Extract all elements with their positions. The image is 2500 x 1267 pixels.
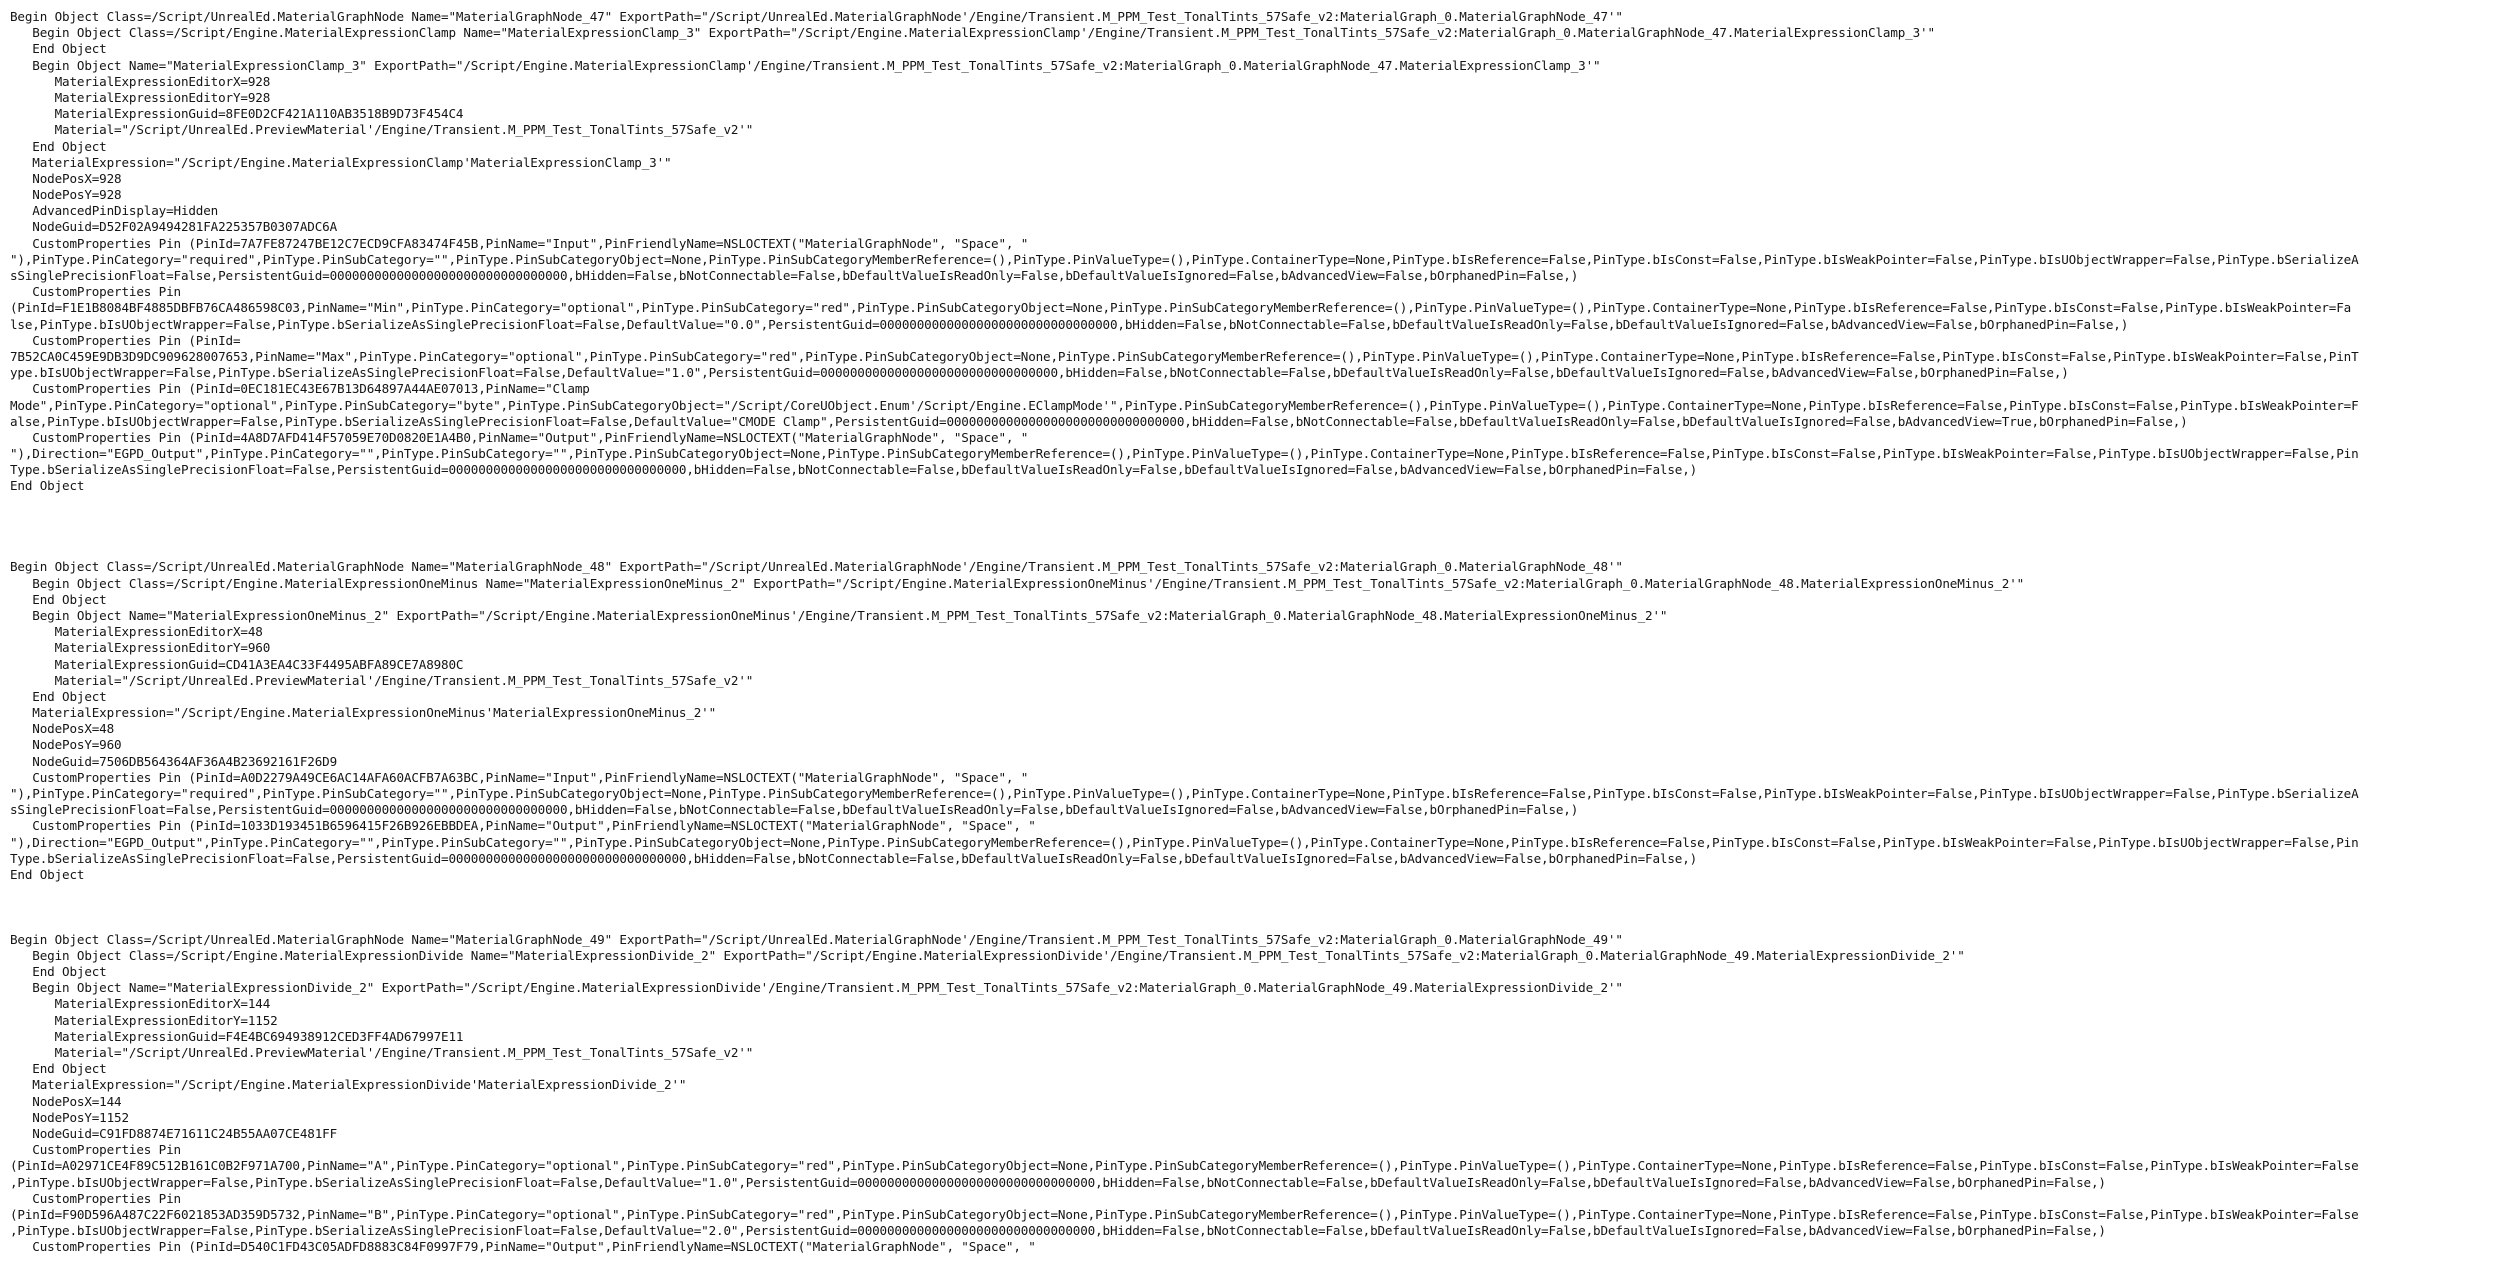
text-line: NodePosX=48	[10, 721, 115, 737]
text-line: CustomProperties Pin (PinId=1033D193451B6596415F26B926EBBDEA,PinName="Output",PinFriendlyName=NSLOCTEXT("MaterialGraphNode", "Space", "	[10, 818, 1036, 834]
document-text	[10, 9, 2500, 1255]
text-line: "),PinType.PinCategory="required",PinType.PinSubCategory="",PinType.PinSubCategoryObject=None,PinType.PinSubCategoryMemberReference=(),PinType.PinValueType=(),PinType.ContainerType=None,PinType.bIsReference=False,PinType.bIsConst=False,PinType.bIsWeakPointer=False,PinType.bIsUObjectWrapper=False,PinType.bSerializeA	[10, 251, 2359, 267]
text-line: MaterialExpressionGuid=CD41A3EA4C33F4495ABFA89CE7A8980C	[10, 656, 464, 672]
blank-line	[10, 883, 2500, 899]
blank-line	[10, 495, 2500, 511]
text-line: CustomProperties Pin (PinId=	[10, 332, 241, 348]
text-line: ,PinType.bIsUObjectWrapper=False,PinType.bSerializeAsSinglePrecisionFloat=False,DefaultValue="1.0",PersistentGuid=00000000000000000000000000000000,bHidden=False,bNotConnectable=False,bDefaultValueIsReadOnly=False,bDefaultValueIsIgnored=False,bAdvancedView=False,bOrphanedPin=False,)	[10, 1174, 2106, 1190]
text-line: Material="/Script/UnrealEd.PreviewMaterial'/Engine/Transient.M_PPM_Test_TonalTints_57Safe_v2'"	[10, 672, 754, 688]
text-line: MaterialExpressionEditorX=928	[10, 73, 271, 89]
text-line: alse,PinType.bIsUObjectWrapper=False,PinType.bSerializeAsSinglePrecisionFloat=False,DefaultValue="CMODE Clamp",PersistentGuid=00000000000000000000000000000000,bHidden=False,bNotConnectable=False,bDefaultValueIsReadOnly=False,bDefaultValueIsIgnored=False,bAdvancedView=True,bOrphanedPin=False,)	[10, 413, 2188, 429]
text-line: MaterialExpressionEditorX=144	[10, 996, 271, 1012]
text-line: End Object	[10, 688, 107, 704]
text-line: Material="/Script/UnrealEd.PreviewMaterial'/Engine/Transient.M_PPM_Test_TonalTints_57Safe_v2'"	[10, 1045, 754, 1060]
text-line: CustomProperties Pin	[10, 1142, 181, 1158]
text-line: MaterialExpressionEditorX=48	[10, 624, 263, 640]
text-line: "),Direction="EGPD_Output",PinType.PinCategory="",PinType.PinSubCategory="",PinType.PinSubCategoryObject=None,PinType.PinSubCategoryMemberReference=(),PinType.PinValueType=(),PinType.ContainerType=None,PinType.bIsReference=False,PinType.bIsConst=False,PinType.bIsWeakPointer=False,PinType.bIsUObjectWrapper=False,Pin	[10, 834, 2359, 850]
text-line: MaterialExpressionEditorY=960	[10, 640, 271, 656]
blank-line	[10, 543, 2500, 559]
text-line: End Object	[10, 478, 85, 494]
text-line: CustomProperties Pin (PinId=0EC181EC43E67B13D64897A44AE07013,PinName="Clamp	[10, 381, 590, 397]
text-line: MaterialExpressionEditorY=1152	[10, 1012, 278, 1028]
text-line: End Object	[10, 138, 107, 154]
blank-line	[10, 899, 2500, 915]
text-line: NodePosY=928	[10, 187, 122, 203]
text-line: Begin Object Class=/Script/Engine.MaterialExpressionDivide Name="MaterialExpressionDivide_2" ExportPath="/Script/Engine.MaterialExpressionDivide'/Engine/Transient.M_PPM_Test_TonalTints_57Safe_v2:MaterialGraph_0.MaterialGraphNode_49.MaterialExpressionDivide_2'"	[10, 947, 1965, 963]
text-line: Begin Object Name="MaterialExpressionDivide_2" ExportPath="/Script/Engine.MaterialExpressionDivide'/Engine/Transient.M_PPM_Test_TonalTints_57Safe_v2:MaterialGraph_0.MaterialGraphNode_49.MaterialExpressionDivide_2'"	[10, 980, 1623, 996]
text-line: (PinId=F90D596A487C22F6021853AD359D5732,PinName="B",PinType.PinCategory="optional",PinType.PinSubCategory="red",PinType.PinSubCategoryObject=None,PinType.PinSubCategoryMemberReference=(),PinType.PinValueType=(),PinType.ContainerType=None,PinType.bIsReference=False,PinType.bIsConst=False,PinType.bIsWeakPointer=False	[10, 1206, 2359, 1222]
text-line: CustomProperties Pin (PinId=A0D2279A49CE6AC14AFA60ACFB7A63BC,PinName="Input",PinFriendlyName=NSLOCTEXT("MaterialGraphNode", "Space", "	[10, 769, 1029, 785]
text-line: End Object	[10, 41, 107, 57]
text-line: AdvancedPinDisplay=Hidden	[10, 203, 219, 219]
text-line: End Object	[10, 964, 107, 980]
text-line: NodeGuid=D52F02A9494281FA225357B0307ADC6A	[10, 219, 338, 235]
text-line: ,PinType.bIsUObjectWrapper=False,PinType.bSerializeAsSinglePrecisionFloat=False,DefaultValue="2.0",PersistentGuid=00000000000000000000000000000000,bHidden=False,bNotConnectable=False,bDefaultValueIsReadOnly=False,bDefaultValueIsIgnored=False,bAdvancedView=False,bOrphanedPin=False,)	[10, 1223, 2106, 1239]
text-line: NodePosY=1152	[10, 1109, 129, 1125]
text-line: End Object	[10, 591, 107, 607]
text-line: MaterialExpressionGuid=F4E4BC694938912CED3FF4AD67997E11	[10, 1028, 464, 1044]
text-line: sSinglePrecisionFloat=False,PersistentGuid=00000000000000000000000000000000,bHidden=False,bNotConnectable=False,bDefaultValueIsReadOnly=False,bDefaultValueIsIgnored=False,bAdvancedView=False,bOrphanedPin=False,)	[10, 802, 1579, 818]
text-line: NodeGuid=C91FD8874E71611C24B55AA07CE481FF	[10, 1125, 338, 1141]
blank-line	[10, 527, 2500, 543]
text-line: lse,PinType.bIsUObjectWrapper=False,PinType.bSerializeAsSinglePrecisionFloat=False,DefaultValue="0.0",PersistentGuid=00000000000000000000000000000000,bHidden=False,bNotConnectable=False,bDefaultValueIsReadOnly=False,bDefaultValueIsIgnored=False,bAdvancedView=False,bOrphanedPin=False,)	[10, 316, 2129, 332]
text-line: Type.bSerializeAsSinglePrecisionFloat=False,PersistentGuid=00000000000000000000000000000000,bHidden=False,bNotConnectable=False,bDefaultValueIsReadOnly=False,bDefaultValueIsIgnored=False,bAdvancedView=False,bOrphanedPin=False,)	[10, 462, 1698, 478]
text-line: End Object	[10, 866, 85, 882]
text-line: MaterialExpression="/Script/Engine.MaterialExpressionOneMinus'MaterialExpressionOneMinus_2'"	[10, 705, 717, 721]
text-line: NodeGuid=7506DB564364AF36A4B23692161F26D9	[10, 753, 338, 769]
text-line: CustomProperties Pin (PinId=D540C1FD43C05ADFD8883C84F0997F79,PinName="Output",PinFriendlyName=NSLOCTEXT("MaterialGraphNode", "Space", "	[10, 1239, 1036, 1255]
text-line: ype.bIsUObjectWrapper=False,PinType.bSerializeAsSinglePrecisionFloat=False,DefaultValue="1.0",PersistentGuid=00000000000000000000000000000000,bHidden=False,bNotConnectable=False,bDefaultValueIsReadOnly=False,bDefaultValueIsIgnored=False,bAdvancedView=False,bOrphanedPin=False,)	[10, 365, 2069, 381]
text-line: MaterialExpressionEditorY=928	[10, 89, 271, 105]
text-line: CustomProperties Pin (PinId=7A7FE87247BE12C7ECD9CFA83474F45B,PinName="Input",PinFriendlyName=NSLOCTEXT("MaterialGraphNode", "Space", "	[10, 235, 1029, 251]
text-line: End Object	[10, 1061, 107, 1077]
text-line: Material="/Script/UnrealEd.PreviewMaterial'/Engine/Transient.M_PPM_Test_TonalTints_57Safe_v2'"	[10, 122, 754, 138]
text-line: NodePosX=928	[10, 170, 122, 186]
text-line: "),Direction="EGPD_Output",PinType.PinCategory="",PinType.PinSubCategory="",PinType.PinSubCategoryObject=None,PinType.PinSubCategoryMemberReference=(),PinType.PinValueType=(),PinType.ContainerType=None,PinType.bIsReference=False,PinType.bIsConst=False,PinType.bIsWeakPointer=False,PinType.bIsUObjectWrapper=False,Pin	[10, 446, 2359, 462]
text-line: 7B52CA0C459E9DB3D9DC909628007653,PinName="Max",PinType.PinCategory="optional",PinType.PinSubCategory="red",PinType.PinSubCategoryObject=None,PinType.PinSubCategoryMemberReference=(),PinType.PinValueType=(),PinType.ContainerType=None,PinType.bIsReference=False,PinType.bIsConst=False,PinType.bIsWeakPointer=False,PinT	[10, 348, 2359, 364]
blank-line	[10, 511, 2500, 527]
text-line: NodePosY=960	[10, 737, 122, 753]
text-line: CustomProperties Pin (PinId=4A8D7AFD414F57059E70D0820E1A4B0,PinName="Output",PinFriendlyName=NSLOCTEXT("MaterialGraphNode", "Space", "	[10, 429, 1029, 445]
text-line: Begin Object Name="MaterialExpressionClamp_3" ExportPath="/Script/Engine.MaterialExpressionClamp'/Engine/Transient.M_PPM_Test_TonalTints_57Safe_v2:MaterialGraph_0.MaterialGraphNode_47.MaterialExpressionClamp_3'"	[10, 57, 1601, 73]
text-line: Begin Object Class=/Script/UnrealEd.MaterialGraphNode Name="MaterialGraphNode_49" ExportPath="/Script/UnrealEd.MaterialGraphNode'/Engine/Transient.M_PPM_Test_TonalTints_57Safe_v2:MaterialGraph_0.MaterialGraphNode_49'"	[10, 931, 1623, 947]
text-line: "),PinType.PinCategory="required",PinType.PinSubCategory="",PinType.PinSubCategoryObject=None,PinType.PinSubCategoryMemberReference=(),PinType.PinValueType=(),PinType.ContainerType=None,PinType.bIsReference=False,PinType.bIsConst=False,PinType.bIsWeakPointer=False,PinType.bIsUObjectWrapper=False,PinType.bSerializeA	[10, 786, 2359, 801]
text-line: MaterialExpressionGuid=8FE0D2CF421A110AB3518B9D73F454C4	[10, 106, 464, 122]
text-line: Begin Object Class=/Script/UnrealEd.MaterialGraphNode Name="MaterialGraphNode_48" ExportPath="/Script/UnrealEd.MaterialGraphNode'/Engine/Transient.M_PPM_Test_TonalTints_57Safe_v2:MaterialGraph_0.MaterialGraphNode_48'"	[10, 559, 1623, 575]
text-line: sSinglePrecisionFloat=False,PersistentGuid=00000000000000000000000000000000,bHidden=False,bNotConnectable=False,bDefaultValueIsReadOnly=False,bDefaultValueIsIgnored=False,bAdvancedView=False,bOrphanedPin=False,)	[10, 268, 1579, 283]
text-line: Type.bSerializeAsSinglePrecisionFloat=False,PersistentGuid=00000000000000000000000000000000,bHidden=False,bNotConnectable=False,bDefaultValueIsReadOnly=False,bDefaultValueIsIgnored=False,bAdvancedView=False,bOrphanedPin=False,)	[10, 850, 1698, 866]
text-line: CustomProperties Pin	[10, 284, 181, 300]
text-line: Begin Object Name="MaterialExpressionOneMinus_2" ExportPath="/Script/Engine.MaterialExpressionOneMinus'/Engine/Transient.M_PPM_Test_TonalTints_57Safe_v2:MaterialGraph_0.MaterialGraphNode_48.MaterialExpressionOneMinus_2'"	[10, 607, 1668, 623]
text-line: Mode",PinType.PinCategory="optional",PinType.PinSubCategory="byte",PinType.PinSubCategoryObject="/Script/CoreUObject.Enum'/Script/Engine.EClampMode'",PinType.PinSubCategoryMemberReference=(),PinType.PinValueType=(),PinType.ContainerType=None,PinType.bIsReference=False,PinType.bIsConst=False,PinType.bIsWeakPointer=F	[10, 397, 2359, 413]
text-line: Begin Object Class=/Script/Engine.MaterialExpressionOneMinus Name="MaterialExpressionOneMinus_2" ExportPath="/Script/Engine.MaterialExpressionOneMinus'/Engine/Transient.M_PPM_Test_TonalTints_57Safe_v2:MaterialGraph_0.MaterialGraphNode_48.MaterialExpressionOneMinus_2'"	[10, 575, 2025, 591]
text-line: MaterialExpression="/Script/Engine.MaterialExpressionClamp'MaterialExpressionClamp_3'"	[10, 154, 672, 170]
text-line: MaterialExpression="/Script/Engine.MaterialExpressionDivide'MaterialExpressionDivide_2'"	[10, 1077, 687, 1093]
text-line: NodePosX=144	[10, 1093, 122, 1109]
text-line: CustomProperties Pin	[10, 1190, 181, 1206]
text-line: (PinId=F1E1B8084BF4885DBFB76CA486598C03,PinName="Min",PinType.PinCategory="optional",PinType.PinSubCategory="red",PinType.PinSubCategoryObject=None,PinType.PinSubCategoryMemberReference=(),PinType.PinValueType=(),PinType.ContainerType=None,PinType.bIsReference=False,PinType.bIsConst=False,PinType.bIsWeakPointer=Fa	[10, 300, 2352, 316]
text-line: Begin Object Class=/Script/UnrealEd.MaterialGraphNode Name="MaterialGraphNode_47" ExportPath="/Script/UnrealEd.MaterialGraphNode'/Engine/Transient.M_PPM_Test_TonalTints_57Safe_v2:MaterialGraph_0.MaterialGraphNode_47'"	[10, 9, 1623, 24]
text-line: (PinId=A02971CE4F89C512B161C0B2F971A700,PinName="A",PinType.PinCategory="optional",PinType.PinSubCategory="red",PinType.PinSubCategoryObject=None,PinType.PinSubCategoryMemberReference=(),PinType.PinValueType=(),PinType.ContainerType=None,PinType.bIsReference=False,PinType.bIsConst=False,PinType.bIsWeakPointer=False	[10, 1158, 2359, 1174]
blank-line	[10, 916, 2500, 932]
text-line: Begin Object Class=/Script/Engine.MaterialExpressionClamp Name="MaterialExpressionClamp_3" ExportPath="/Script/Engine.MaterialExpressionClamp'/Engine/Transient.M_PPM_Test_TonalTints_57Safe_v2:MaterialGraph_0.MaterialGraphNode_47.MaterialExpressionClamp_3'"	[10, 25, 1935, 41]
